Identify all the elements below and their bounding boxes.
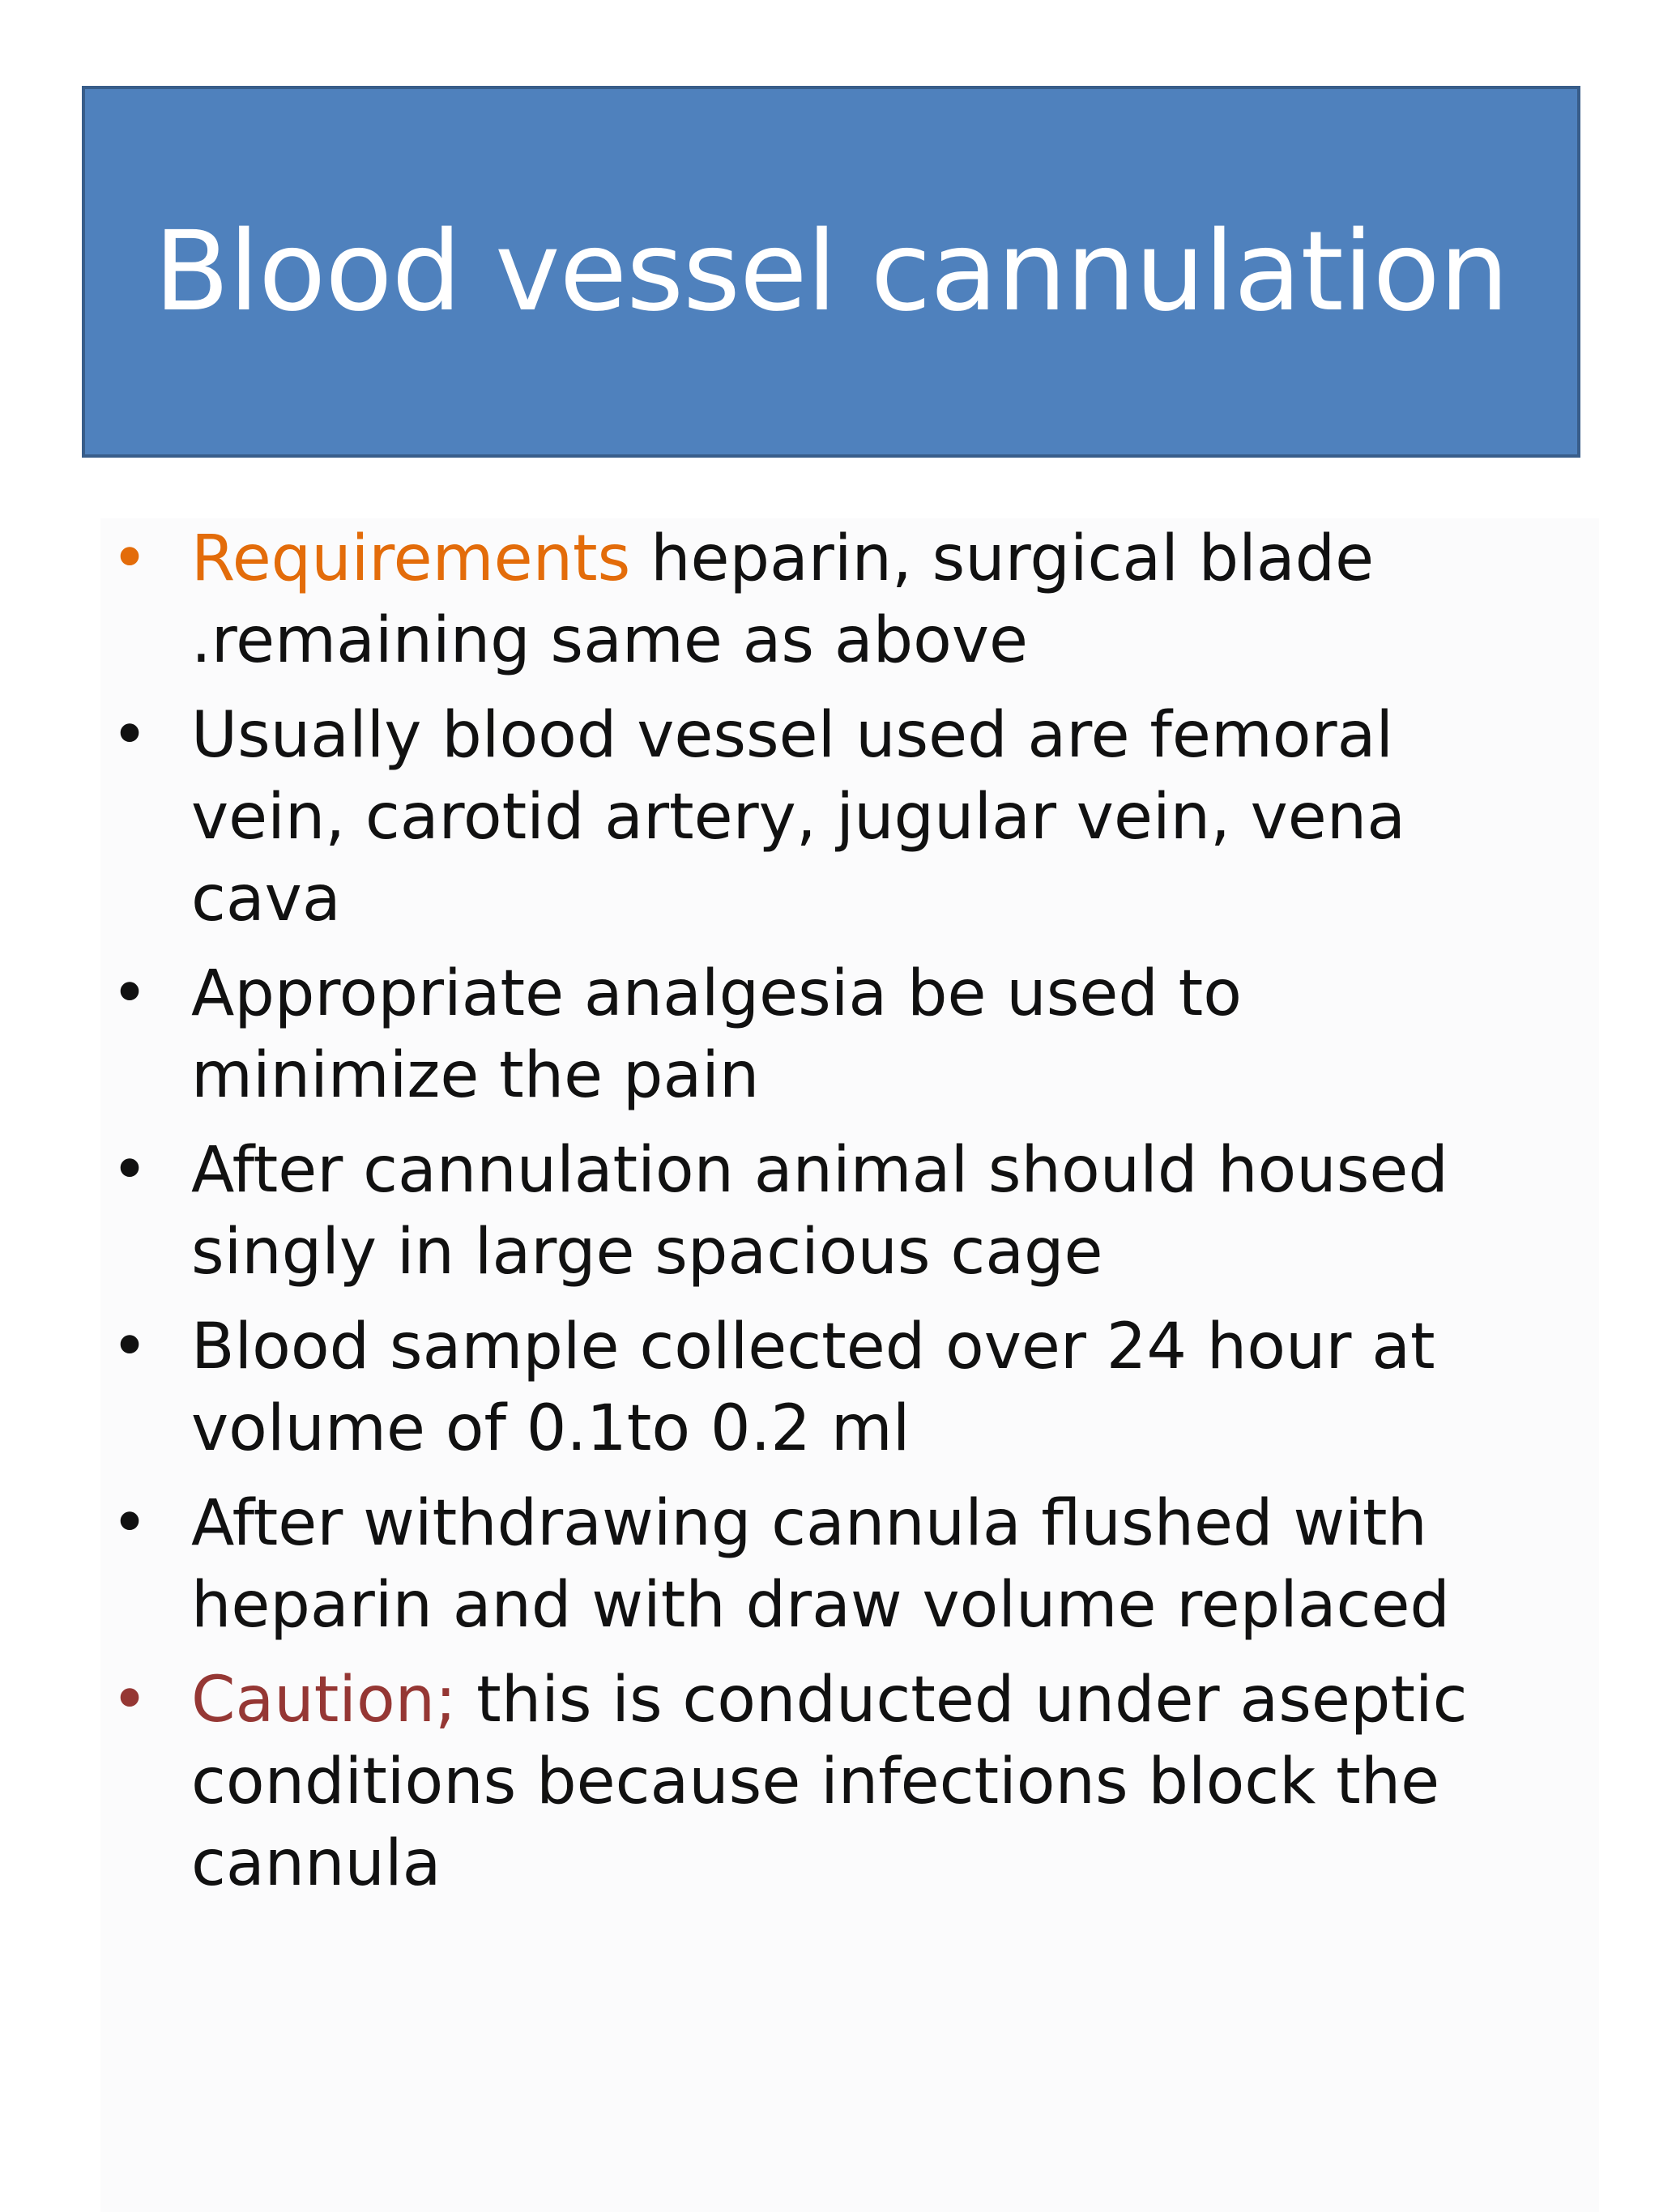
bullet-icon: • (110, 699, 148, 772)
bullet-item-sample-volume (97, 1306, 1572, 1470)
bullet-line: .remaining same as above (191, 604, 1029, 677)
bullet-line: After cannulation animal should housed (191, 1134, 1448, 1207)
bullet-icon: • (110, 522, 148, 595)
bullet-line: singly in large spacious cage (191, 1216, 1103, 1289)
bullet-line: Blood sample collected over 24 hour at (191, 1311, 1435, 1383)
bullet-line: cava (191, 863, 341, 936)
bullet-line: Appropriate analgesia be used to (191, 957, 1242, 1030)
bullet-item-vessels (97, 695, 1572, 940)
bullet-icon: • (110, 1134, 148, 1207)
bullet-line: After withdrawing cannula flushed with (191, 1487, 1427, 1560)
bullet-line (191, 1660, 1572, 1741)
bullet-line: Usually blood vessel used are femoral (191, 699, 1394, 772)
bullet-line: conditions because infections block the (191, 1745, 1440, 1818)
bullet-text: this is conducted under aseptic (456, 1664, 1468, 1737)
bullet-text: heparin, surgical blade (630, 522, 1375, 595)
bullet-icon: • (110, 1311, 148, 1383)
bullet-line: minimize the pain (191, 1039, 760, 1112)
slide-title: Blood vessel cannulation (154, 207, 1508, 336)
bullet-line (191, 518, 1572, 600)
caution-label: Caution; (191, 1664, 457, 1737)
bullet-item-withdrawal (97, 1483, 1572, 1647)
title-box (82, 86, 1580, 458)
bullet-item-caution (97, 1660, 1572, 1905)
bullet-line: cannula (191, 1827, 441, 1900)
bullet-icon: • (110, 1664, 148, 1737)
bullet-icon: • (110, 1487, 148, 1560)
bullet-line: heparin and with draw volume replaced (191, 1569, 1450, 1642)
bullet-item-housing (97, 1130, 1572, 1294)
bullet-item-analgesia (97, 953, 1572, 1117)
requirements-label: Requirements (191, 522, 631, 595)
bullet-item-requirements (97, 518, 1572, 682)
bullet-icon: • (110, 957, 148, 1030)
bullet-line: vein, carotid artery, jugular vein, vena (191, 781, 1406, 854)
bullet-line: volume of 0.1to 0.2 ml (191, 1392, 911, 1465)
bullet-list (97, 518, 1572, 1918)
